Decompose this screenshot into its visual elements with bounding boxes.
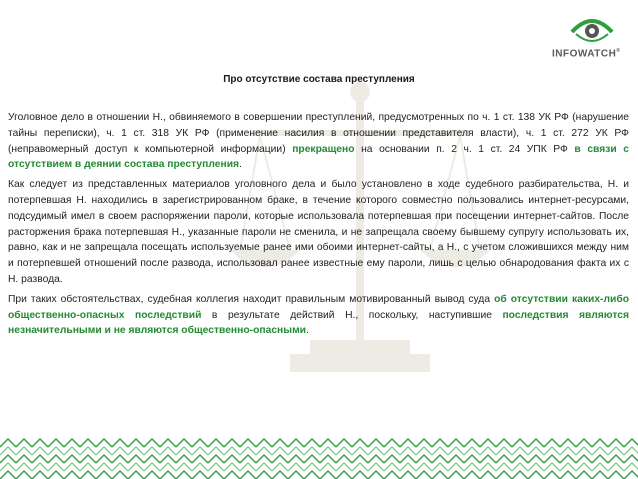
logo-text: INFOWATCH	[552, 48, 617, 60]
paragraph-2: Как следует из представленных материалов уголовного дела и было установлено в ходе судебного разбирательства, Н. и потерпевшая Н. находились в зарегистрированном браке, в течение которого совместно пользовались интернет-ресурсами, подсудимый имел в своем распоряжении пароли, которые использовала потерпевшая при посещении интернет-сайтов. После расторжения брака потерпевшая Н., указанные пароли не сменила, и не запрещала своему бывшему супругу использовать их, равно, как и не запрещала посещать используемые ранее ими обоими интернет-сайты, а Н., с учетом сложившихся между ним и потерпевшей отношений после развода, использовал ранее известные ему пароли, лишь с целью обнародования факта их с Н. развода.	[8, 179, 629, 285]
page-title: Про отсутствие состава преступления	[223, 74, 415, 85]
eye-logo-icon	[570, 12, 614, 46]
document-body	[8, 110, 629, 343]
infowatch-logo	[552, 8, 632, 68]
p1-text-e: .	[239, 159, 242, 171]
p3-highlight-insignificant: последствия являются незначительными и не являются общественно-опасными	[8, 309, 629, 337]
p3-text-e: .	[306, 325, 309, 337]
logo-wordmark	[552, 48, 621, 59]
p1-text-c: на основании п. 2 ч. 1 ст. 24 УПК РФ	[354, 143, 575, 155]
registered-mark: ®	[616, 48, 621, 54]
paragraph-1	[8, 110, 629, 173]
p1-highlight-no-crime: в связи с отсутствием в деянии состава преступления	[8, 143, 629, 171]
paragraph-3	[8, 292, 629, 339]
p3-highlight-no-consequences: об отсутствии каких-либо общественно-опасных последствий	[8, 293, 629, 321]
footer-zigzag-ornament	[0, 437, 638, 479]
p1-text-a: Уголовное дело в отношении Н., обвиняемого в совершении преступлений, предусмотренных по ч. 1 ст. 138 УК РФ (нарушение тайны переписки), ч. 1 ст. 318 УК РФ (применение насилия в отношении представителя власти), ч. 1 ст. 272 УК РФ (неправомерный доступ к компьютерной информации)	[8, 112, 629, 155]
p1-highlight-terminated: прекращено	[292, 143, 355, 155]
p3-text-a: При таких обстоятельствах, судебная коллегия находит правильным мотивированный вывод суда	[8, 293, 495, 305]
p3-text-c: в результате действий Н., поскольку, наступившие	[201, 309, 503, 321]
